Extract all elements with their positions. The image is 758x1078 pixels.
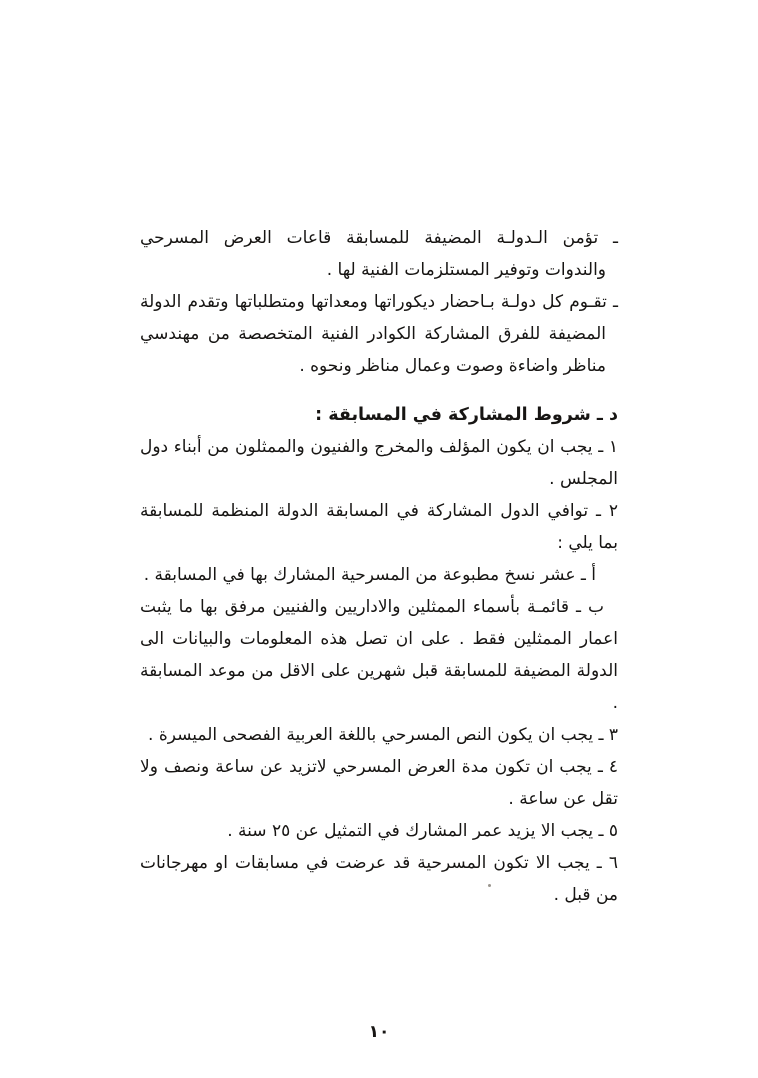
section-heading: د ـ شروط المشاركة في المسابقة :: [315, 405, 618, 425]
rule-item-5: ٥ ـ يجب الا يزيد عمر المشارك في التمثيل عن ٢٥ سنة .: [227, 821, 618, 841]
rule-item-2: ٢ ـ توافي الدول المشاركة في المسابقة الدولة المنظمة للمسابقة بما يلي :: [140, 501, 618, 553]
rule-item-4: ٤ ـ يجب ان تكون مدة العرض المسرحي لاتزيد عن ساعة ونصف ولا تقل عن ساعة .: [140, 757, 618, 809]
text-block: [140, 222, 618, 911]
rule-2-sub-item-a: أ ـ عشر نسخ مطبوعة من المسرحية المشارك بها في المسابقة .: [143, 565, 596, 585]
page-number: ١٠: [368, 1022, 390, 1042]
scan-speck: [488, 884, 491, 887]
intro-bullet-2: ـ تقـوم كل دولـة بـاحضار ديكوراتها ومعداتها ومتطلباتها وتقدم الدولة المضيفة للفرق المشاركة الكوادر الفنية المتخصصة من مهندسي مناظر واضاءة وصوت وعمال مناظر ونحوه .: [140, 292, 618, 376]
intro-bullet-1: ـ تؤمن الـدولـة المضيفة للمسابقة قاعات العرض المسرحي والندوات وتوفير المستلزمات الفنية لها .: [140, 228, 618, 280]
rule-2-sub-item-b: ب ـ قائمـة بأسماء الممثلين والاداريين والفنيين مرفق بها ما يثبت اعمار الممثلين فقط . على ان تصل هذه المعلومات والبيانات الى الدولة المضيفة للمسابقة قبل شهرين على الاقل من موعد المسابقة .: [140, 597, 618, 713]
rule-item-6: ٦ ـ يجب الا تكون المسرحية قد عرضت في مسابقات او مهرجانات من قبل .: [140, 853, 618, 905]
rule-item-1: ١ ـ يجب ان يكون المؤلف والمخرج والفنيون والممثلون من أبناء دول المجلس .: [140, 437, 618, 489]
rule-item-3: ٣ ـ يجب ان يكون النص المسرحي باللغة العربية الفصحى الميسرة .: [148, 725, 618, 745]
